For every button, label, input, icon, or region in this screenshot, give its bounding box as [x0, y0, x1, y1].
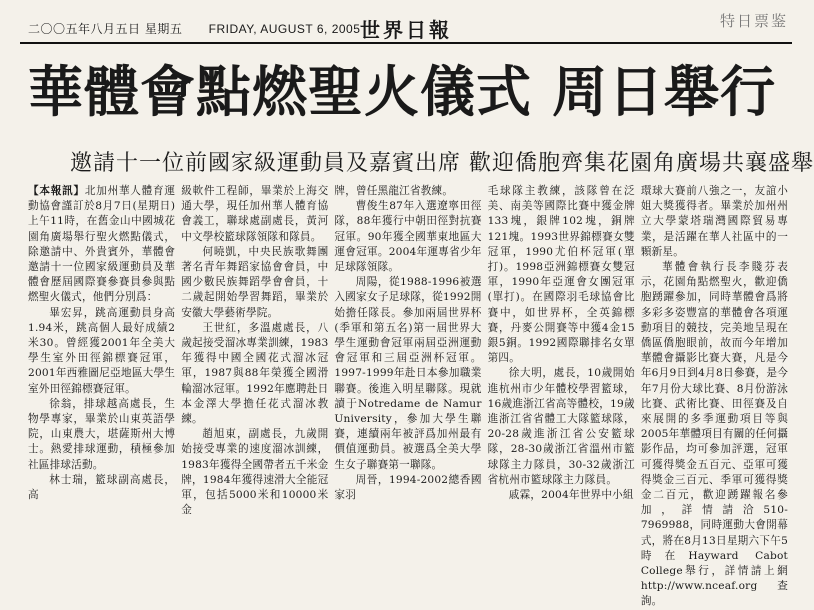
article-body	[28, 184, 789, 608]
article-paragraph: 華體會執行長李賤芬表示，花園角點燃聖火，歡迎僑胞踴躍參加，同時華體會爲將多彩多姿豐富的華體會各項運動項目的競技，完美地呈現在僑區僑胞眼前，故而今年增加華體會攝影比賽大賽，凡是今年6月9日到4月8日參賽，是今年7月份大球比賽、8月份游泳比賽、武術比賽、田徑賽及自來展開的多季運動項目等與2005年華體項目有關的任何攝影作品，均可參加評選，冠軍可獲得獎金五百元、亞軍可獲得獎金三百元、季軍可獲得獎金二百元，歡迎踴躍報名參加，詳情請洽510-7969988，同時運動大會開幕式，將在8月13日星期六下午5時在Hayward Cabot College舉行，詳情請上網http://www.nceaf.org查詢。	[640, 261, 789, 608]
article-paragraph: 周陽，從1988-1996被選入國家女子足球隊，從1992開始擔任隊長。參加兩屆世界杯(季軍和第五名)第一屆世界大學生運動會冠軍兩屆亞洲運動會冠軍和三屆亞洲杯冠軍。1997-1999年赴日本參加職業聯賽。後進入明星聯隊。現就讀于Notredame de Namur University，參加大學生聯賽，連續兩年被評爲加州最有價值運動員。被選爲全美大學生女子聯賽第一聯隊。	[334, 276, 482, 471]
article-paragraph: 毛球隊主教練，該隊曾在泛美、南美等國際比賽中獲金牌133塊，銀牌102塊，銅牌121塊。1993世界錦標賽女雙冠軍，1990尤伯杯冠軍(單打)。1998亞洲錦標賽女雙冠軍，1990年亞運會女團冠軍(單打)。在國際羽毛球協會比賽中，如世界杯，全英錦標賽，丹麥公開賽等中獲4金15銀5銅。1992國際聯排名女單第四。	[487, 185, 635, 365]
article-column	[488, 184, 635, 554]
dateline	[28, 20, 360, 37]
article-paragraph: 曹俊生87年入選遼寧田徑隊，88年獲行中朝田徑對抗賽冠軍。90年獲全國華東地區大運會冠軍。2004年運專省少年足球隊領隊。	[334, 200, 482, 274]
article-column	[28, 184, 175, 554]
corner-logo: 特日票鉴	[720, 12, 789, 30]
article-paragraph: 畢宏昇，跳高運動員身高1.94米，跳高個人最好成績2米30。曾經獲2001年全美大學生室外田徑錦標賽冠軍，2001年西雅圖尼亞地區大學生室外田徑錦標賽冠軍。	[28, 306, 176, 395]
article-paragraph: 級軟件工程師，畢業於上海交通大學，現任加州華人體育協會義工，聯球處副處長，黃河中文學校籃球隊領隊和隊員。	[181, 185, 329, 243]
article-paragraph: 【本報訊】北加州華人體育運動協會謹訂於8月7日(星期日)上午11時，在舊金山中國城花園角廣場舉行聖火燃點儀式，除邀請中、外貴賓外，華體會邀請十一位國家級運動員及華體會歷屆國際賽參賽員參與點燃聖火儀式，他們分別爲：	[28, 185, 176, 304]
date-chinese: 二〇〇五年八月五日 星期五	[28, 22, 183, 36]
article-paragraph: 何曉凱，中央民族歌舞團著名青年舞蹈家協會會員，中國少數民族舞蹈學會會員，十二歲起開始學習舞蹈，畢業於安徽大學藝術學院。	[181, 245, 329, 319]
dateline-tag: 【本報訊】	[28, 185, 85, 197]
headline: 華體會點燃聖火儀式 周日舉行	[28, 60, 777, 124]
article-paragraph: 徐翁，排球越高處長，生物學專家，畢業於山東英語學院，山東農大，堪薩斯州大博士。熱愛排球運動，積極參加社區排球活動。	[28, 397, 176, 471]
article-paragraph: 周晉，1994-2002總香國家羽	[334, 473, 482, 502]
subheadline: 邀請十一位前國家級運動員及嘉賓出席 歡迎僑胞齊集花園角廣場共襄盛舉	[70, 151, 814, 176]
article-paragraph: 林士瑞，籃球副高處長，高	[28, 473, 176, 502]
newspaper-masthead: 世界日報	[360, 18, 452, 42]
article-column	[640, 184, 789, 608]
article-column	[181, 184, 328, 554]
header-rule	[20, 42, 792, 44]
article-paragraph: 王世紅，多溫處處長，八歲起接受溜冰專業訓練，1983年獲得中國全國花式溜冰冠軍，1987與88年榮獲全國滑輪溜冰冠軍。1992年應聘赴日本金澤大學擔任花式溜冰教練。	[181, 321, 329, 426]
article-paragraph: 環球大賽前八強之一，友誼小姐大獎獲得者。畢業於加州州立大學蒙塔瑞灣國際貿易專業，是活躍在華人社區中的一顆新星。	[640, 185, 789, 258]
date-english: FRIDAY, AUGUST 6, 2005	[208, 22, 361, 36]
article-paragraph: 牌，曾任黑龍江省教練。	[334, 185, 454, 197]
article-column	[334, 184, 481, 554]
article-paragraph: 徐大明，處長，10歲開始進杭州市少年體校學習籃球，16歲進浙江省高等體校，19歲進浙江省省體工大隊籃球隊，20-28歲進浙江省公安籃球隊，28-30歲浙江省溫州市籃球隊主力隊員，30-32歲浙江省杭州市籃球隊主力隊員。	[487, 367, 635, 486]
article-paragraph: 趙旭東，副處長，九歲開始接受專業的速度溜冰訓練，1983年獲得全國帶者五千米金牌，1984年獲得速滑大全能冠軍，包括5000米和10000米金	[181, 428, 329, 517]
article-paragraph: 戚霖，2004年世界中小組	[508, 489, 634, 502]
